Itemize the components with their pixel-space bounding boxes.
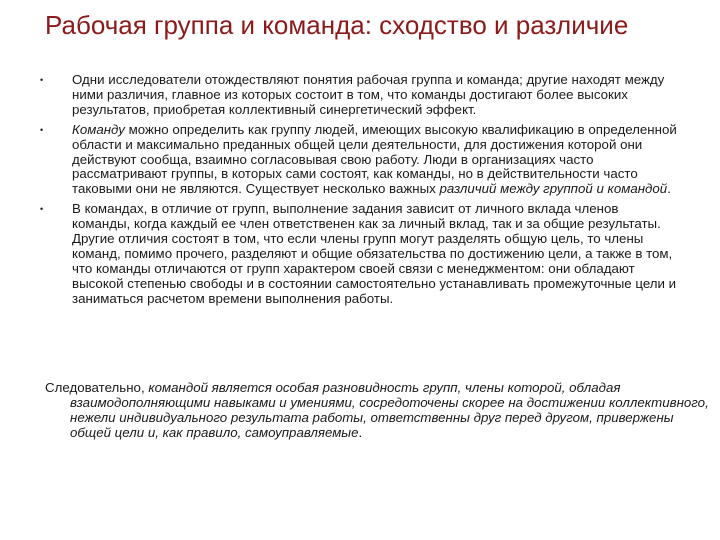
bullet-text: В командах, в отличие от групп, выполнение задания зависит от личного вклада членов команды, когда каждый ее член ответственен как за личный вклад, так и за общие результаты. Другие отличия состоят в том, что если члены групп могут разделять общую цель, то члены команд, помимо прочего, разделяют и общие обязательства по достижению цели, а также в том, что команды отличаются от групп характером своей связи с менеджментом: они обладают высокой степенью свободы и в состоянии самостоятельно устанавливать промежуточные цели и заниматься расчетом времени выполнения работы. <box>72 201 677 306</box>
conclusion-end: . <box>358 424 363 440</box>
bullet-text: Одни исследователи отождествляют понятия рабочая группа и команда; другие находят между ними различия, главное из которых состоит в том, что команды достигают более высоких результатов, приобретая коллективный синергетический эффект. <box>72 72 665 117</box>
bullet-marker: • <box>40 75 44 85</box>
conclusion-paragraph <box>45 381 710 441</box>
differences-phrase: различий между группой и командой <box>439 181 668 197</box>
bullet-marker: • <box>40 204 44 215</box>
bullet-marker: • <box>40 124 44 135</box>
slide-title: Рабочая группа и команда: сходство и различие <box>45 10 629 40</box>
team-definition: командой является особая разновидность групп, члены которой, обладая взаимодополняющими навыками и умениями, сосредоточены скорее на достижении коллективного, нежели индивидуального результата работы, ответственны друг перед другом, привержены общей цели и, как правило, самоуправляемые <box>70 380 709 440</box>
bullet-text-end: . <box>667 181 671 197</box>
bullet-text: можно определить как группу людей, имеющих высокую квалификацию в определенной области и максимально преданных общей цели деятельности, для достижения которой они действуют сообща, взаимно согласовывая свою работу. Люди в организациях часто рассматривают группы, в которых сами состоят, как команды, но в действительности часто таковыми они не являются. Существует несколько важных <box>72 121 677 197</box>
conclusion-lead: Следовательно, <box>45 380 149 395</box>
bullet-list <box>38 73 678 312</box>
bullet-item-3 <box>38 202 678 306</box>
bullet-item-1 <box>38 73 678 118</box>
team-term: Команду <box>72 121 125 137</box>
bullet-item-2 <box>38 123 678 198</box>
